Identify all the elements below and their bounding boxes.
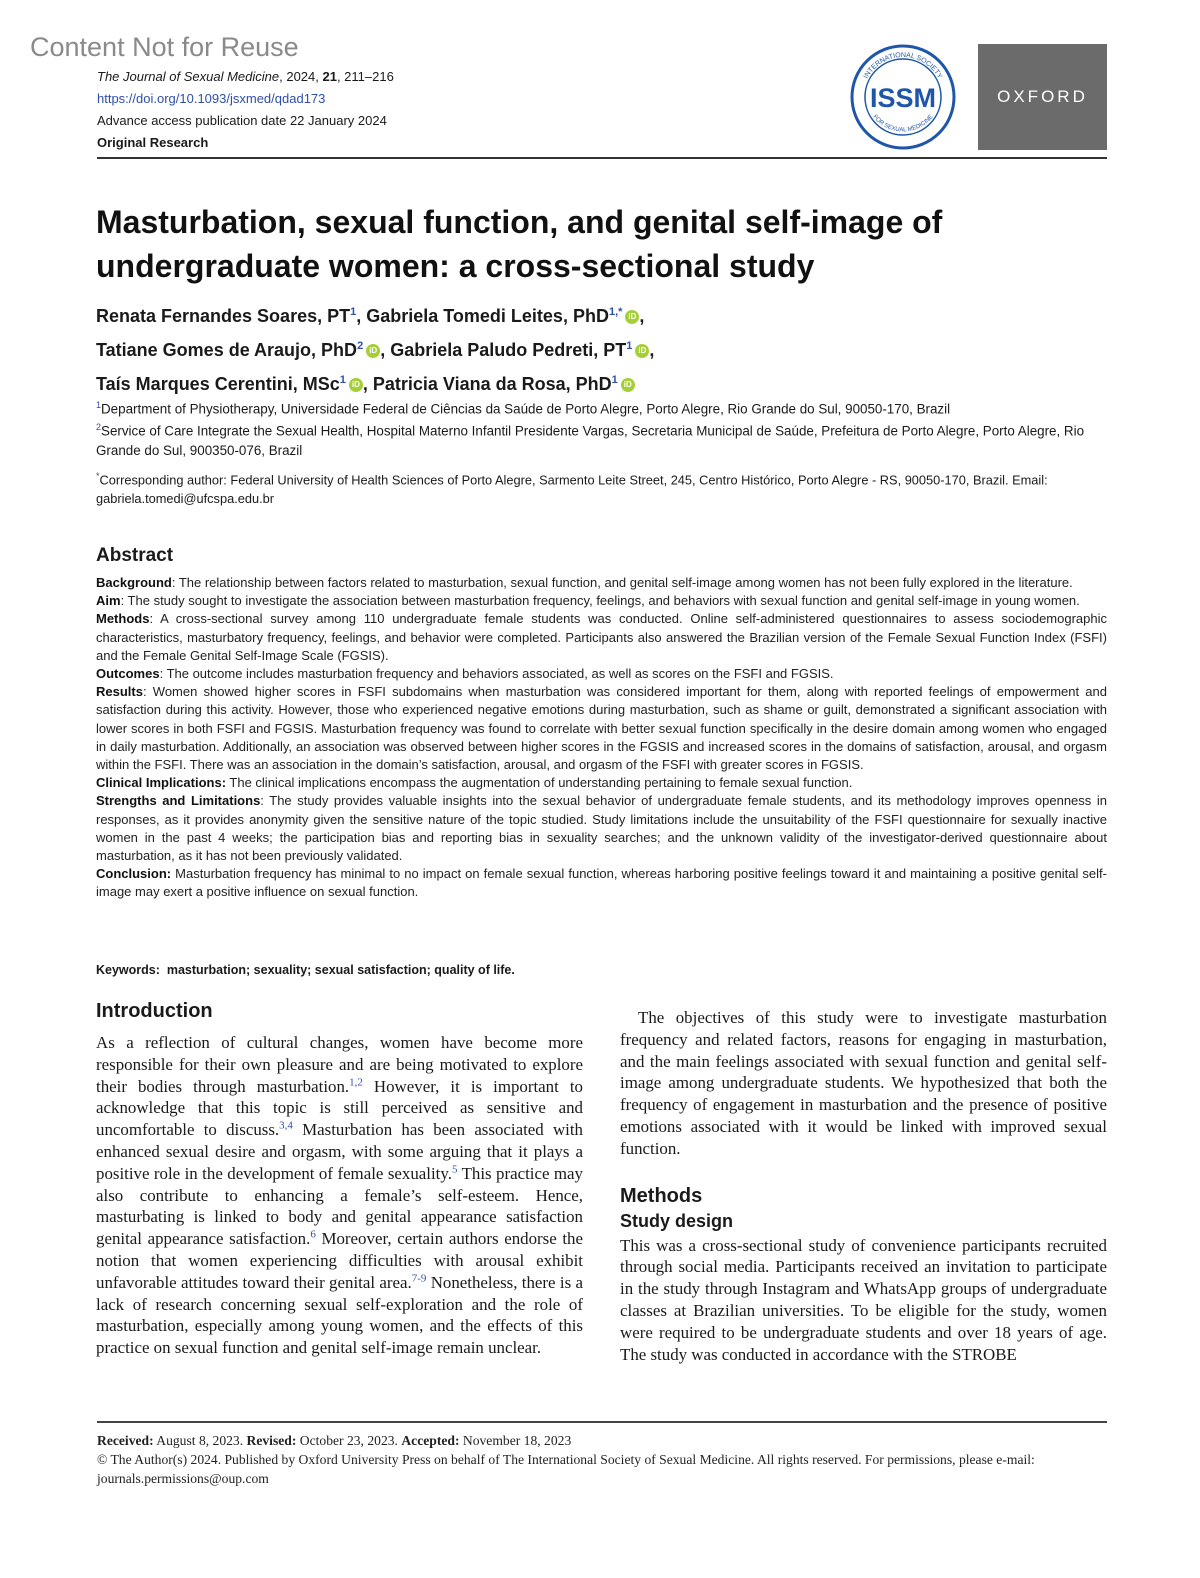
footer-divider xyxy=(97,1421,1107,1423)
abstract-text: The clinical implications encompass the augmentation of understanding pertaining to female sexual function. xyxy=(226,775,853,791)
author-affil-ref[interactable]: 1 xyxy=(626,340,633,352)
issm-ring-text-bottom: FOR SEXUAL MEDICINE xyxy=(871,114,935,134)
oxford-logo: OXFORD xyxy=(978,44,1107,150)
citation-ref[interactable]: 5 xyxy=(451,1163,458,1176)
methods-paragraph: This was a cross-sectional study of convenience participants recruited through social media. Participants received an invitation to participate in the study through Instagram and WhatsApp groups of undergraduate classes at Brazilian universities. To be eligible for the study, women were required to be undergraduate students and over 18 years of age. The study was conducted in accordance with the STROBE xyxy=(620,1235,1107,1364)
accepted-label: Accepted: xyxy=(401,1433,460,1448)
methods-heading: Methods xyxy=(620,1184,703,1207)
author-affil-ref[interactable]: 1,* xyxy=(608,306,623,318)
keywords-text: masturbation; sexuality; sexual satisfaction; quality of life. xyxy=(166,963,515,977)
keywords xyxy=(96,963,1106,977)
access-date: Advance access publication date 22 January 2024 xyxy=(97,113,387,128)
abstract-label: Aim xyxy=(96,593,121,609)
abstract-text: : The outcome includes masturbation frequency and behaviors associated, as well as scores on the FSFI and FGSIS. xyxy=(159,666,834,682)
citation-ref[interactable]: 3,4 xyxy=(279,1119,293,1132)
introduction-heading: Introduction xyxy=(96,1000,213,1022)
abstract-text: Masturbation frequency has minimal to no impact on female sexual function, whereas harboring positive feelings toward it and maintaining a positive genital self-image may exert a positive influence on sexual function. xyxy=(96,866,1107,900)
keywords-label: Keywords: xyxy=(96,963,160,977)
abstract-text: : A cross-sectional survey among 110 undergraduate female students was conducted. Online self-administered questionnaires to assess sociodemographic characteristics, masturbatory frequency, feelings, and behavior were completed. Participants also answered the Brazilian version of the Female Sexual Function Index (FSFI) and the Female Genital Self-Image Scale (FGSIS). xyxy=(96,611,1107,663)
accepted-date: November 18, 2023 xyxy=(459,1433,572,1448)
body-text: Nonetheless, there is a lack of research concerning sexual self-exploration and the role of masturbation, especially among young women, and the effects of this practice on sexual function and genital self-image remain unclear. xyxy=(96,1272,583,1358)
body-text: Moreover, certain authors endorse the notion that women experiencing difficulties with arousal exhibit unfavorable attitudes toward their genital area. xyxy=(96,1229,583,1292)
author-name: , Patricia Viana da Rosa, PhD xyxy=(362,374,612,394)
abstract-conclusion xyxy=(96,865,1107,901)
article-title: Masturbation, sexual function, and genital self-image of undergraduate women: a cross-sectional study xyxy=(96,204,943,284)
introduction-paragraph xyxy=(96,1032,583,1359)
abstract-label: Conclusion: xyxy=(96,866,172,882)
body-text: However, it is important to acknowledge that this topic is still perceived as sensitive and uncomfortable to discuss. xyxy=(96,1076,583,1140)
journal-volume: 21 xyxy=(322,69,337,84)
author-affil-ref[interactable]: 1 xyxy=(611,374,618,386)
abstract-text: : The study sought to investigate the association between masturbation frequency, feelings, and behaviors with sexual function and genital self-image in young women. xyxy=(120,593,1080,609)
author-name: Taís Marques Cerentini, MSc xyxy=(96,374,340,394)
footer xyxy=(97,1431,1109,1488)
journal-pages: , 211–216 xyxy=(336,69,394,84)
left-column xyxy=(96,998,583,1359)
methods-section xyxy=(620,1183,1107,1366)
journal-header xyxy=(97,66,394,154)
study-design-heading: Study design xyxy=(620,1210,734,1231)
affiliation-2 xyxy=(96,418,1108,459)
abstract-heading: Abstract xyxy=(96,545,174,566)
abstract-results xyxy=(96,683,1107,774)
issm-logo xyxy=(850,44,956,150)
revised-date: October 23, 2023. xyxy=(296,1433,402,1448)
orcid-icon[interactable]: iD xyxy=(366,344,380,358)
orcid-icon[interactable]: iD xyxy=(635,344,649,358)
objectives-paragraph: The objectives of this study were to investigate masturbation frequency and related factors, reasons for engaging in masturbation, and the main feelings associated with sexual function and genital self-image among undergraduate students. We hypothesized that both the frequency of engagement in masturbation and the presence of positive emotions associated with it would be linked with improved sexual function. xyxy=(620,1008,1107,1158)
journal-citation xyxy=(97,66,394,88)
issm-ring-text-top: INTERNATIONAL SOCIETY xyxy=(862,51,944,80)
orcid-icon[interactable]: iD xyxy=(621,378,635,392)
copyright-line: © The Author(s) 2024. Published by Oxford University Press on behalf of The International Society of Sexual Medicine. All rights reserved. For permissions, please e-mail: journals.permissions@oup.com xyxy=(97,1452,1035,1486)
author-line: Renata Fernandes Soares, $PT^1$, Gabriela Tomedi Leites, PhD$^{1,*}$ iD , xyxy=(96,306,645,326)
orcid-icon[interactable]: iD xyxy=(625,310,639,324)
body-text: This practice may also contribute to enhancing a female’s self-esteem. Hence, masturbating is linked to body and genital appearance satisfaction genital appearance satisfaction. xyxy=(96,1163,583,1249)
author-name: Renata Fernandes Soares, PT xyxy=(96,306,351,326)
journal-year: , 2024, xyxy=(279,69,323,84)
abstract-body xyxy=(96,574,1107,902)
affiliation-1 xyxy=(96,396,1108,418)
doi-link[interactable]: https://doi.org/10.1093/jsxmed/qdad173 xyxy=(97,91,326,106)
orcid-icon[interactable]: iD xyxy=(349,378,363,392)
received-label: Received: xyxy=(97,1433,154,1448)
author-line xyxy=(96,365,1106,399)
abstract-methods xyxy=(96,610,1107,665)
author-affil-ref[interactable]: 1 xyxy=(339,374,346,386)
abstract-label: Results xyxy=(96,684,143,700)
body-text: As a reflection of cultural changes, women have become more responsible for their own pleasure and are being motivated to explore their bodies through masturbation. xyxy=(96,1033,583,1096)
citation-ref[interactable]: 7-9 xyxy=(411,1272,427,1285)
author-name: , Gabriela Tomedi Leites, PhD xyxy=(356,306,609,326)
author-line: Tatiane Gomes de Araujo, PhD$^2$ iD , Gabriela Paludo Pedreti, $PT^1$ iD , xyxy=(96,340,655,360)
abstract-aim xyxy=(96,592,1107,610)
corresponding-author xyxy=(96,467,1096,508)
abstract-text: : The study provides valuable insights into the sexual behavior of undergraduate female students, and its methodology improves openness in responses, as it provides anonymity given the sensitive nature of the topic studied. Study limitations include the unsuitability of the FSFI questionnaire for sexually inactive women in the past 4 weeks; the participation bias and reporting bias in sexuality searches; and the unknown validity of the investigator-derived questionnaire about masturbation, as it has not been previously validated. xyxy=(96,793,1107,864)
abstract-outcomes xyxy=(96,665,1107,683)
corresp-marker: * xyxy=(96,471,100,481)
author-list xyxy=(96,297,1106,399)
abstract-text: : The relationship between factors related to masturbation, sexual function, and genital self-image among women has not been fully explored in the literature. xyxy=(171,575,1073,590)
abstract-label: Clinical Implications: xyxy=(96,775,227,791)
author-name: Tatiane Gomes de Araujo, PhD xyxy=(96,340,358,360)
corresp-text: Corresponding author: Federal University of Health Sciences of Porto Alegre, Sarmento Leite Street, 245, Centro Histórico, Porto Alegre - RS, 90050-170, Brazil. Email: gabriela.tomedi@ufcspa.edu.br xyxy=(96,472,1048,507)
abstract-background xyxy=(96,574,1107,592)
affil-text: Department of Physiotherapy, Universidade Federal de Ciências da Saúde de Porto Alegre, Porto Alegre, Rio Grande do Sul, 90050-170, Brazil xyxy=(101,401,951,417)
affil-number: 1 xyxy=(96,400,102,410)
affil-text: Service of Care Integrate the Sexual Health, Hospital Materno Infantil Presidente Vargas, Secretaria Municipal de Saúde, Prefeitura de Porto Alegre, Porto Alegre, Rio Grande do Sul, 900350-076, Brazil xyxy=(96,423,1085,458)
author-affil-ref[interactable]: 1 xyxy=(350,306,357,318)
affil-number: 2 xyxy=(96,422,102,433)
abstract-label: Outcomes xyxy=(96,666,160,682)
abstract-label: Strengths and Limitations xyxy=(96,793,261,809)
abstract-text: : Women showed higher scores in FSFI subdomains when masturbation was considered important for them, along with reported feelings of empowerment and satisfaction during this activity. However, those who experienced negative emotions during masturbation, such as shame or guilt, demonstrated a significant association with lower scores in both FSFI and FGSIS. Masturbation frequency was found to correlate with better sexual function specifically in the desire domain among women who engaged in daily masturbation. Additionally, an association was observed between higher scores in the FGSIS and increased scores in the domains of satisfaction, arousal, and orgasm within the FSFI. There was an association in the domain’s satisfaction, arousal, and orgasm of the FSFI with greater scores in FGSIS. xyxy=(96,684,1107,773)
issm-logo-text: ISSM xyxy=(869,83,937,113)
affiliations xyxy=(96,396,1108,460)
body-text: Masturbation has been associated with enhanced sexual desire and orgasm, with some arguing that it plays a positive role in the development of female sexuality. xyxy=(96,1120,583,1183)
watermark: Content Not for Reuse xyxy=(30,32,299,62)
header-divider xyxy=(97,157,1107,159)
citation-ref[interactable]: 1,2 xyxy=(349,1075,363,1088)
author-name: , Gabriela Paludo Pedreti, PT xyxy=(380,340,627,360)
citation-ref[interactable]: 6 xyxy=(310,1228,316,1241)
abstract-strengths xyxy=(96,792,1107,865)
journal-name: The Journal of Sexual Medicine xyxy=(97,69,280,84)
author-affil-ref[interactable]: 2 xyxy=(357,340,364,352)
dates-line xyxy=(97,1431,1109,1450)
abstract-label: Methods xyxy=(96,611,150,627)
right-column xyxy=(620,1007,1107,1365)
article-type: Original Research xyxy=(97,135,209,150)
revised-label: Revised: xyxy=(246,1433,297,1448)
abstract-label: Background xyxy=(96,575,172,590)
received-date: August 8, 2023. xyxy=(153,1433,247,1448)
abstract-clinical xyxy=(96,774,1107,792)
